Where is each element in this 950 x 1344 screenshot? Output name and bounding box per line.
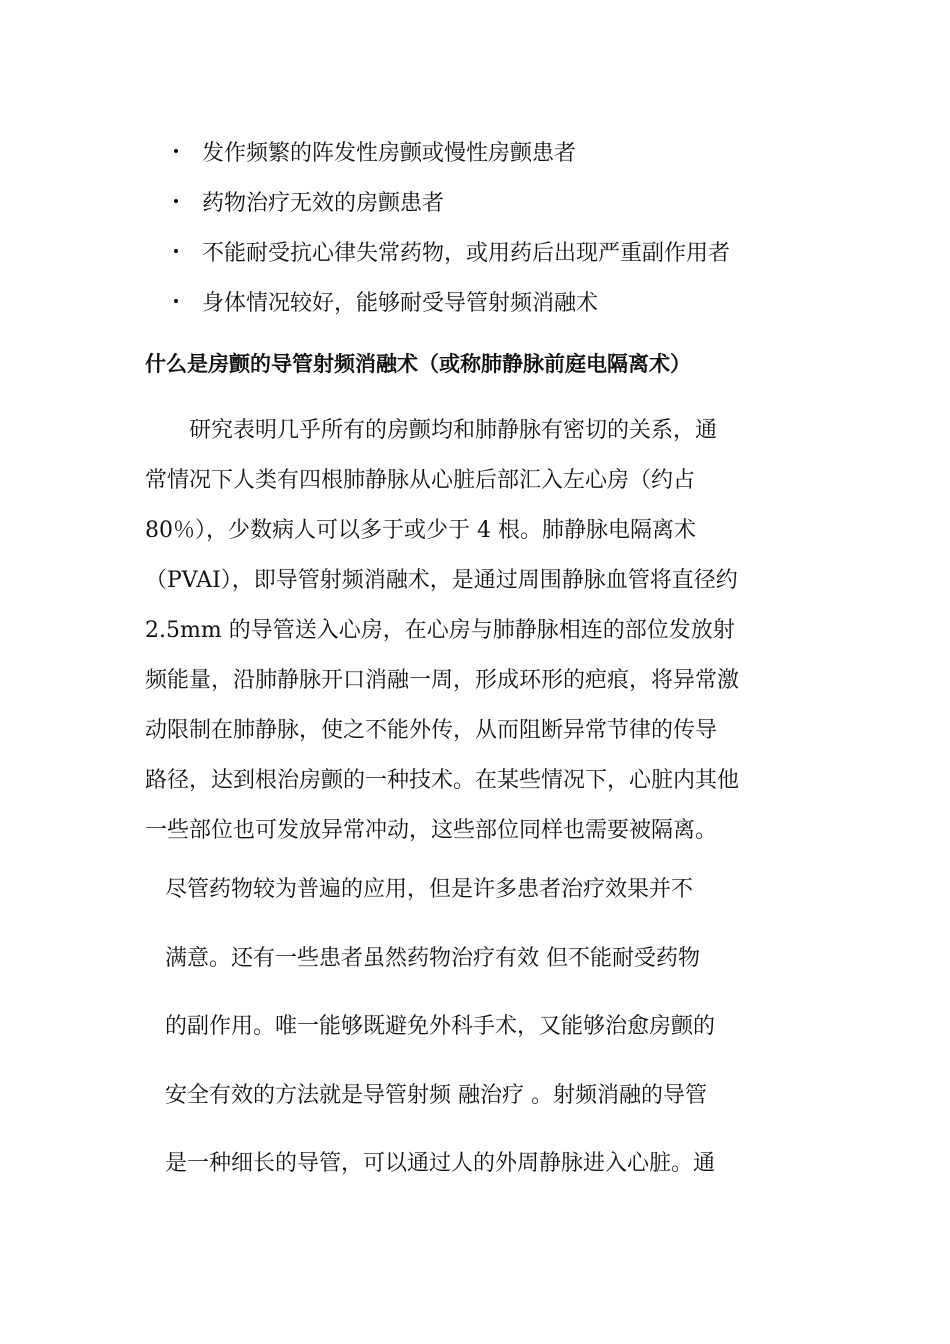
bullet-icon: [174, 199, 178, 203]
list-item: [168, 126, 848, 176]
section-heading: 什么是房颤的导管射频消融术（或称肺静脉前庭电隔离术）: [145, 352, 691, 376]
paragraph-line: 是一种细长的导管，可以通过人的外周静脉进入心脏。通: [165, 1151, 716, 1176]
paragraph-line: 研究表明几乎所有的房颤均和肺静脉有密切的关系，通: [145, 418, 718, 443]
bullet-icon: [174, 299, 178, 303]
list-item: [168, 226, 848, 276]
paragraph-drug-therapy: [165, 856, 815, 1199]
bullet-icon: [174, 149, 178, 153]
paragraph-line: 动限制在肺静脉，使之不能外传，从而阻断异常节律的传导: [145, 718, 718, 743]
list-item-text: 药物治疗无效的房颤患者: [202, 190, 445, 216]
list-item: [168, 276, 848, 326]
paragraph-line: 尽管药物较为普遍的应用，但是许多患者治疗效果并不: [165, 877, 694, 902]
paragraph-line: （PVAI），即导管射频消融术，是通过周围静脉血管将直径约: [145, 568, 738, 593]
paragraph-line: 80％），少数病人可以多于或少于 4 根。肺静脉电隔离术: [145, 518, 696, 543]
paragraph-line: 一些部位也可发放异常冲动，这些部位同样也需要被隔离。: [145, 818, 718, 843]
paragraph-line: 安全有效的方法就是导管射频 融治疗 。射频消融的导管: [165, 1082, 707, 1108]
paragraph-line: 的副作用。唯一能够既避免外科手术，又能够治愈房颤的: [165, 1014, 716, 1039]
paragraph-line: 频能量，沿肺静脉开口消融一周，形成环形的疤痕，将异常激: [145, 668, 740, 693]
list-item-text: 不能耐受抗心律失常药物，或用药后出现严重副作用者: [202, 240, 731, 266]
paragraph-pvai: [145, 406, 825, 856]
bullet-icon: [174, 249, 178, 253]
paragraph-line: 路径，达到根治房颤的一种技术。在某些情况下，心脏内其他: [145, 768, 740, 793]
paragraph-line: 常情况下人类有四根肺静脉从心脏后部汇入左心房（约占: [145, 468, 696, 493]
indication-list: [168, 126, 848, 326]
list-item: [168, 176, 848, 226]
list-item-text: 发作频繁的阵发性房颤或慢性房颤患者: [202, 140, 577, 166]
list-item-text: 身体情况较好，能够耐受导管射频消融术: [202, 290, 599, 316]
paragraph-line: 2.5mm 的导管送入心房，在心房与肺静脉相连的部位发放射: [145, 618, 735, 643]
paragraph-line: 满意。还有一些患者虽然药物治疗有效 但不能耐受药物: [165, 945, 700, 971]
